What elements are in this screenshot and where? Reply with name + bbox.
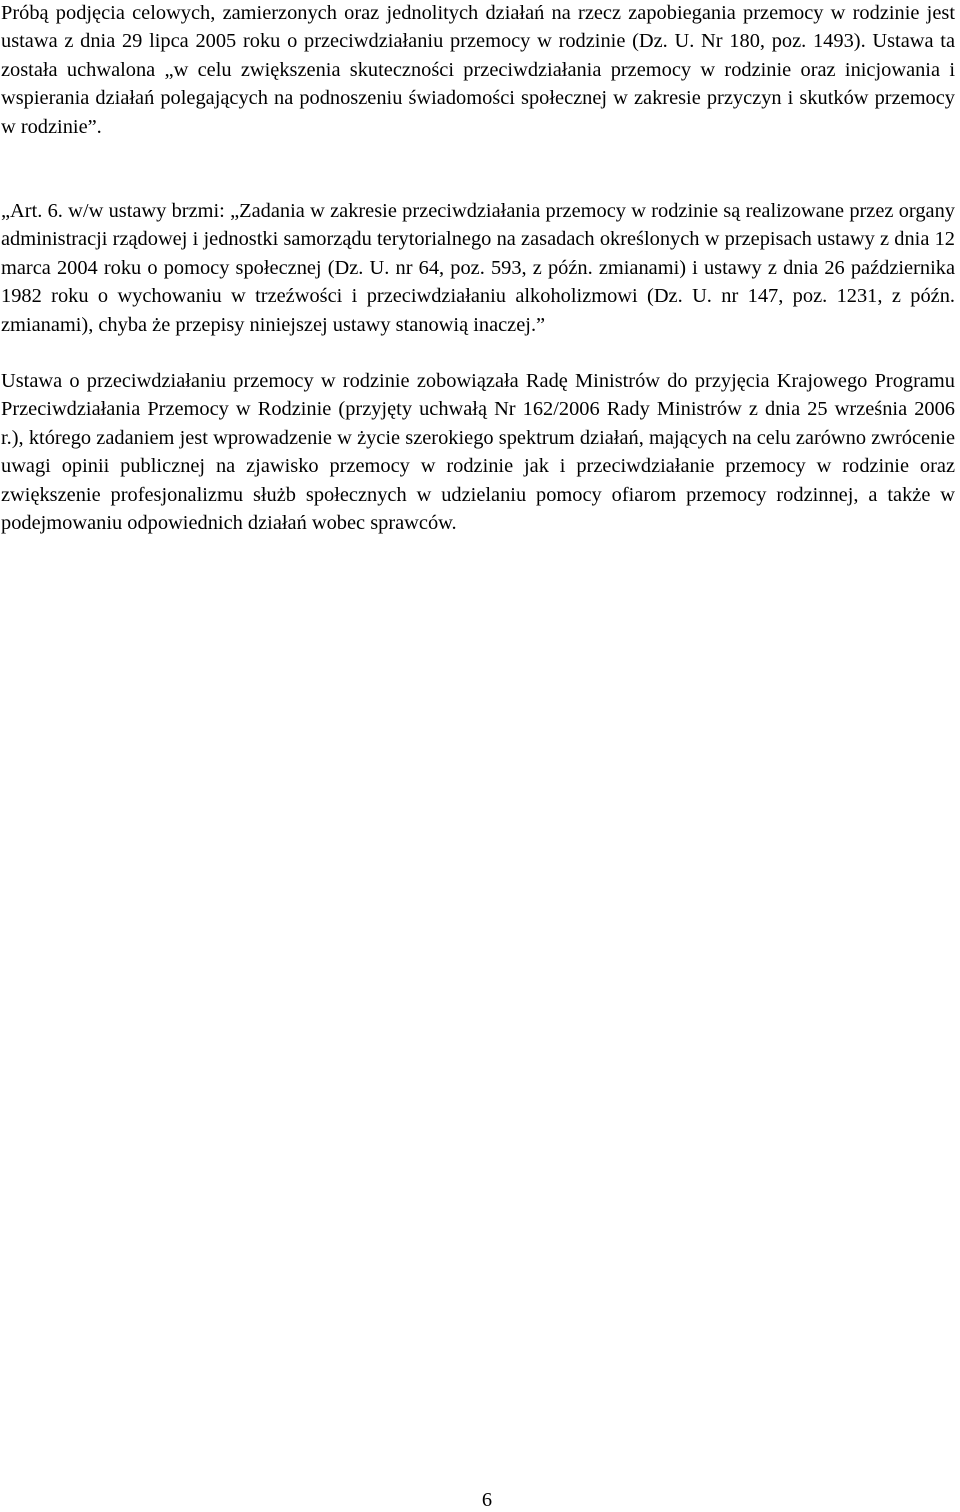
- paragraph-article-6-quote: „Art. 6. w/w ustawy brzmi: „Zadania w zakresie przeciwdziałania przemocy w rodzinie są realizowane przez organy administracji rządowej i jednostki samorządu terytorialnego na zasadach określonych w przepisach ustawy z dnia 12 marca 2004 roku o pomocy społecznej (Dz. U. nr 64, poz. 593, z późn. zmianami) i ustawy z dnia 26 października 1982 roku o wychowaniu w trzeźwości i przeciwdziałaniu alkoholizmowi (Dz. U. nr 147, poz. 1231, z późn. zmianami), chyba że przepisy niniejszej ustawy stanowią inaczej.”: [1, 200, 955, 336]
- paragraph-national-program: Ustawa o przeciwdziałaniu przemocy w rodzinie zobowiązała Radę Ministrów do przyjęcia Krajowego Programu Przeciwdziałania Przemocy w Rodzinie (przyjęty uchwałą Nr 162/2006 Rady Ministrów z dnia 25 września 2006 r.), którego zadaniem jest wprowadzenie w życie szerokiego spektrum działań, mających na celu zarówno zwrócenie uwagi opinii publicznej na zjawisko przemocy w rodzinie jak i przeciwdziałanie przemocy w rodzinie oraz zwiększenie profesjonalizmu służb społecznych w udzielaniu pomocy ofiarom przemocy rodzinnej, a także w podejmowaniu odpowiednich działań wobec sprawców.: [1, 370, 955, 535]
- page-number: 6: [481, 1489, 493, 1511]
- paragraph-law-introduction: Próbą podjęcia celowych, zamierzonych oraz jednolitych działań na rzecz zapobiegania przemocy w rodzinie jest ustawa z dnia 29 lipca 2005 roku o przeciwdziałaniu przemocy w rodzinie (Dz. U. Nr 180, poz. 1493). Ustawa ta została uchwalona „w celu zwiększenia skuteczności przeciwdziałania przemocy w rodzinie oraz inicjowania i wspierania działań polegających na podnoszeniu świadomości społecznej w zakresie przyczyn i skutków przemocy w rodzinie”.: [1, 2, 955, 138]
